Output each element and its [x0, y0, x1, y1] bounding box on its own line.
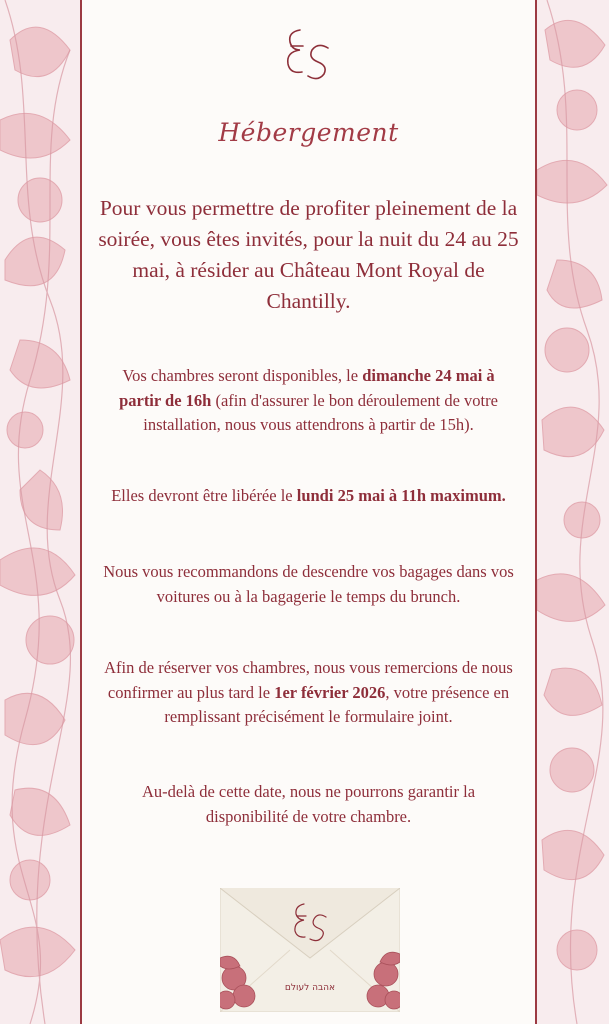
availability-date: dimanche 24 mai à partir de 16h	[119, 366, 495, 410]
intro-text: Pour vous permettre de profiter pleinement de la soirée, vous êtes invités, pour la nuit du 24 au 25 mai, à résider au Château Mont Royal de Chantilly.	[98, 196, 519, 313]
paragraph-guarantee: Au-delà de cette date, nous ne pourrons garantir la disponibilité de votre chambre.	[141, 782, 476, 826]
reservation-text: Afin de réserver vos chambres, nous vous remercions de nous confirmer au plus tard le	[104, 658, 513, 702]
floral-panel-left	[0, 0, 80, 1024]
paragraph-checkout	[100, 484, 517, 509]
invitation-card	[80, 0, 537, 1024]
reservation-note: , votre présence en remplissant précisément le formulaire joint.	[164, 682, 510, 726]
section-title: Hébergement	[218, 118, 399, 147]
paragraph-luggage: Nous vous recommandons de descendre vos bagages dans vos voitures ou à la bagagerie le temps du brunch.	[103, 562, 514, 606]
floral-panel-right	[537, 0, 609, 1024]
availability-note: (afin d'assurer le bon déroulement de votre installation, nous vous attendrons à partir de 15h).	[143, 390, 498, 434]
envelope-hebrew-text: אהבה לעולם	[284, 983, 336, 993]
paragraph-availability	[100, 364, 517, 438]
checkout-date: lundi 25 mai à 11h maximum.	[296, 486, 506, 505]
monogram-logo	[82, 22, 535, 82]
paragraph-reservation	[100, 656, 517, 730]
reservation-deadline: 1er février 2026	[274, 682, 386, 702]
envelope-illustration	[220, 888, 400, 1012]
availability-text: Vos chambres seront disponibles, le	[122, 366, 363, 385]
checkout-text: Elles devront être libérée le	[111, 486, 297, 505]
